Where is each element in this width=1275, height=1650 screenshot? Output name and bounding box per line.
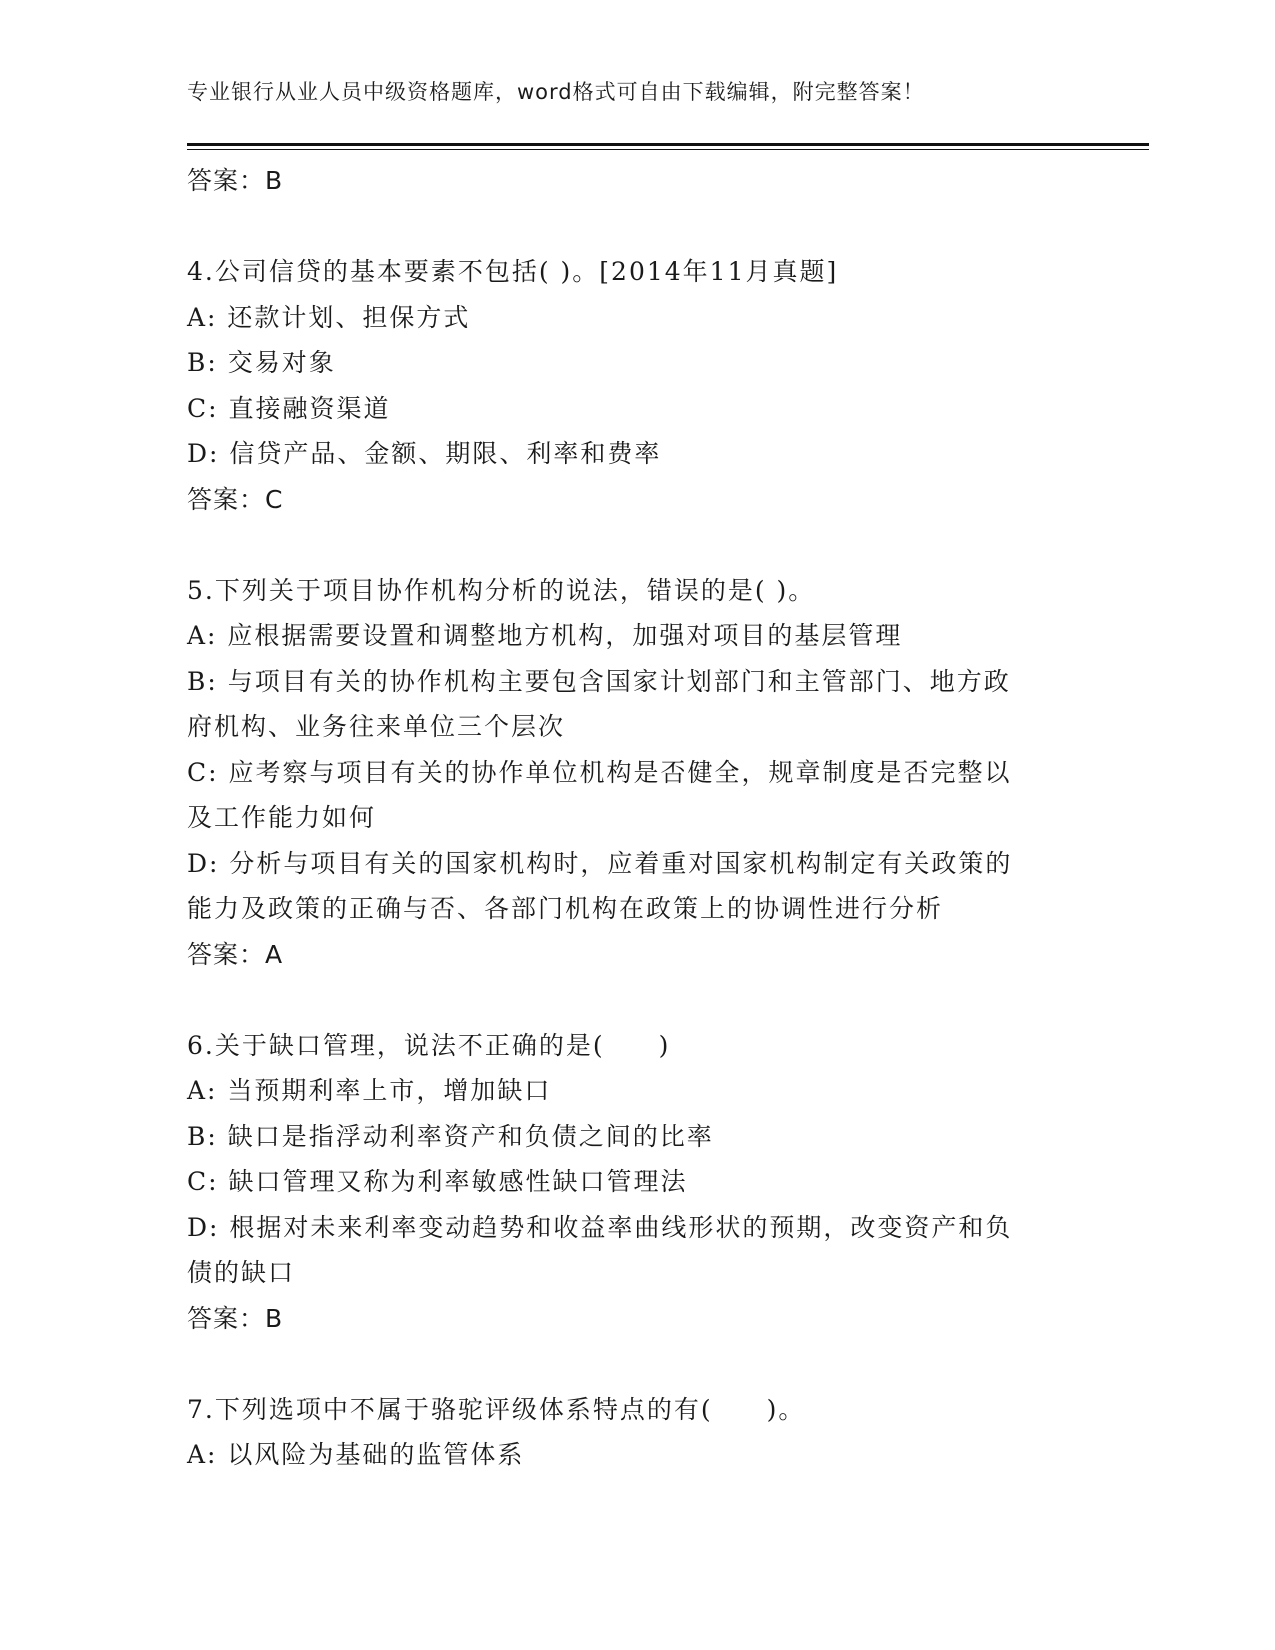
- header-divider-thin: [187, 149, 1149, 150]
- question-7: [187, 1387, 1067, 1478]
- question-5: [187, 568, 1067, 978]
- answer: 答案：A: [187, 939, 284, 969]
- option-d-cont: 能力及政策的正确与否、各部门机构在政策上的协调性进行分析: [187, 894, 944, 923]
- question-stem: 7.下列选项中不属于骆驼评级体系特点的有( )。: [187, 1394, 806, 1424]
- question-stem: 6.关于缺口管理，说法不正确的是( ): [187, 1030, 671, 1060]
- question-4: [187, 249, 1067, 522]
- option-c-cont: 及工作能力如何: [187, 803, 377, 832]
- page-header: 专业银行从业人员中级资格题库，word格式可自由下载编辑，附完整答案！: [187, 80, 925, 104]
- option-a: A: 应根据需要设置和调整地方机构，加强对项目的基层管理: [187, 621, 903, 650]
- option-a: A: 当预期利率上市，增加缺口: [187, 1076, 552, 1105]
- option-c: C: 应考察与项目有关的协作单位机构是否健全，规章制度是否完整以: [187, 757, 1012, 787]
- option-c: C: 直接融资渠道: [187, 393, 391, 423]
- option-c: C: 缺口管理又称为利率敏感性缺口管理法: [187, 1167, 688, 1196]
- option-d: D: 根据对未来利率变动趋势和收益率曲线形状的预期，改变资产和负: [187, 1212, 1013, 1242]
- option-d: D: 分析与项目有关的国家机构时，应着重对国家机构制定有关政策的: [187, 848, 1013, 878]
- option-d: D: 信贷产品、金额、期限、利率和费率: [187, 439, 662, 468]
- option-d-cont: 债的缺口: [187, 1258, 296, 1287]
- question-stem: 5.下列关于项目协作机构分析的说法，错误的是( )。: [187, 575, 816, 605]
- header-divider: [187, 143, 1149, 146]
- question-6: [187, 1023, 1067, 1342]
- option-b-cont: 府机构、业务往来单位三个层次: [187, 712, 566, 741]
- answer: 答案：B: [187, 1303, 284, 1333]
- option-b: B: 交易对象: [187, 348, 336, 377]
- answer-previous: 答案：B: [187, 166, 284, 195]
- answer: 答案：C: [187, 484, 284, 514]
- document-body: [187, 158, 1067, 1478]
- option-b: B: 与项目有关的协作机构主要包含国家计划部门和主管部门、地方政: [187, 666, 1011, 696]
- option-b: B: 缺口是指浮动利率资产和负债之间的比率: [187, 1121, 714, 1151]
- option-a: A: 以风险为基础的监管体系: [187, 1440, 525, 1469]
- option-a: A: 还款计划、担保方式: [187, 302, 471, 332]
- question-stem: 4.公司信贷的基本要素不包括( )。[2014年11月真题]: [187, 257, 839, 286]
